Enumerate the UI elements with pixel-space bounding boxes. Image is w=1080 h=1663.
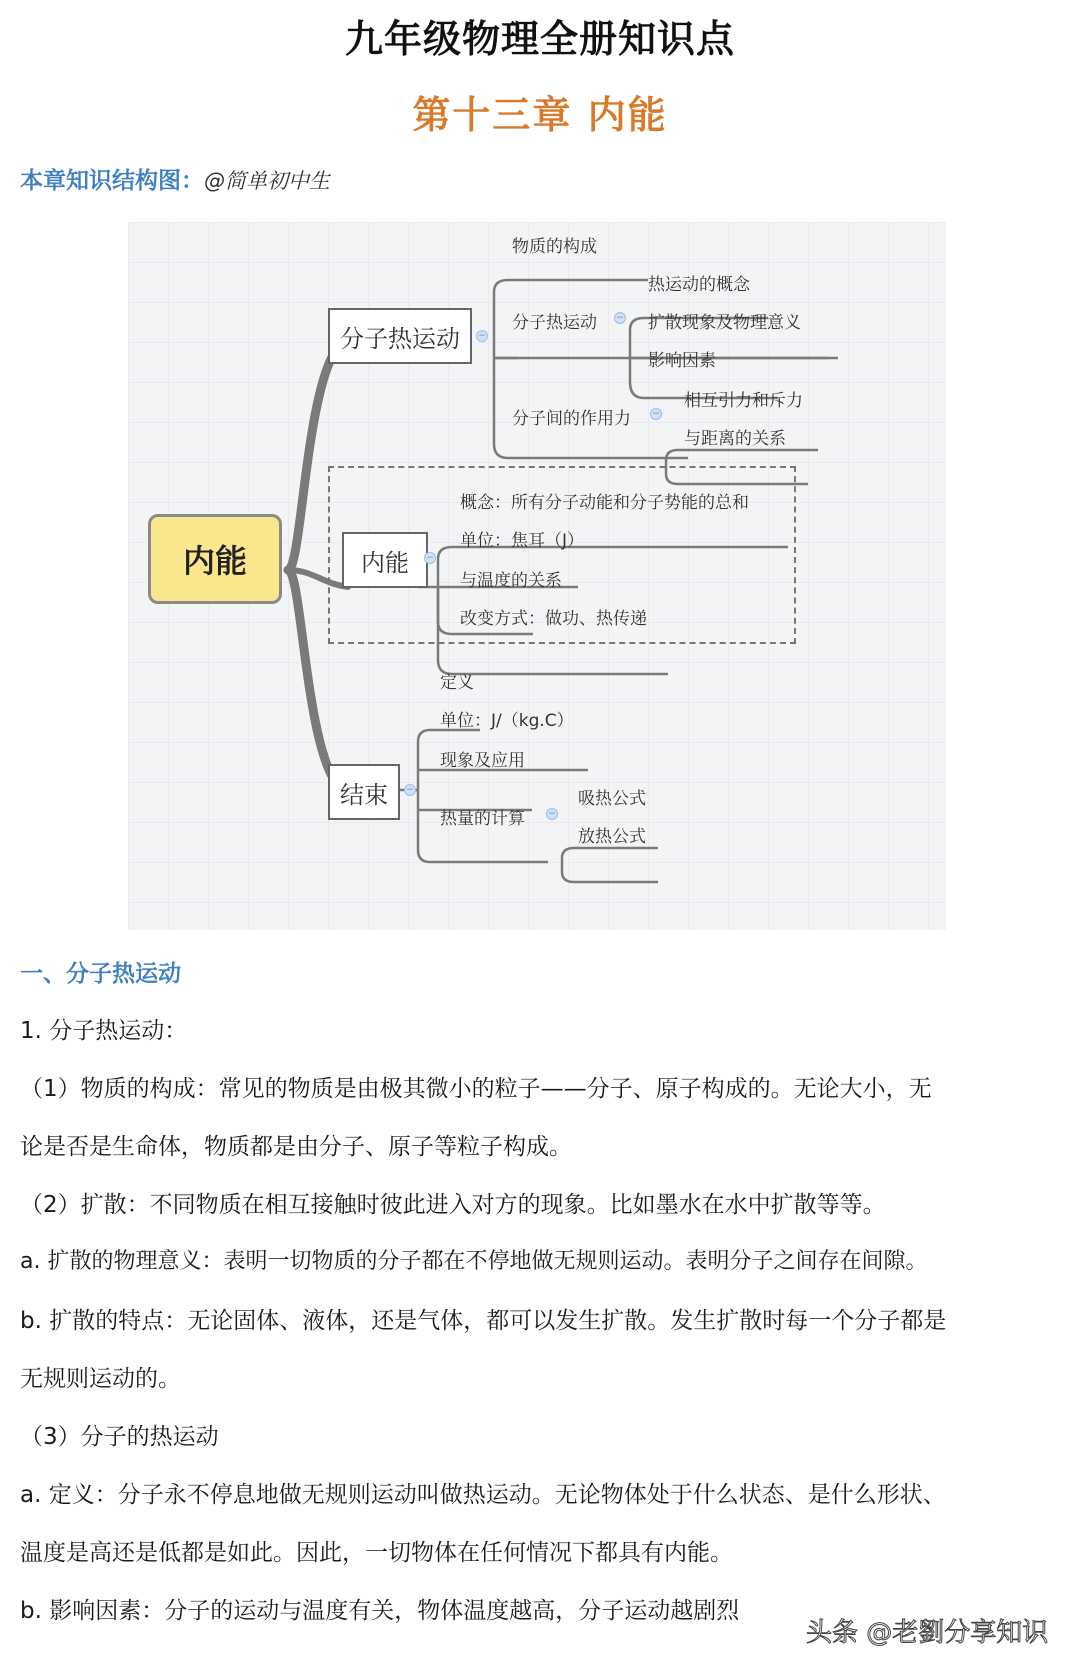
collapse-icon[interactable]: − xyxy=(424,552,436,564)
mindmap-leaf: 热运动的概念 xyxy=(648,275,750,295)
collapse-icon[interactable]: − xyxy=(614,312,626,324)
mindmap-leaf: 相互引力和斥力 xyxy=(684,391,803,411)
mindmap-leaf: 改变方式：做功、热传递 xyxy=(460,609,647,629)
paragraph: 无规则运动的。 xyxy=(20,1366,181,1392)
mindmap-leaf: 现象及应用 xyxy=(440,751,525,771)
section-heading: 一、分子热运动 xyxy=(20,961,181,987)
mindmap-root-node: 内能 xyxy=(148,514,282,604)
mindmap-leaf: 放热公式 xyxy=(578,827,646,847)
mindmap-leaf: 扩散现象及物理意义 xyxy=(648,313,801,333)
mindmap-leaf: 定义 xyxy=(440,673,474,693)
paragraph: 温度是高还是低都是如此。因此，一切物体在任何情况下都具有内能。 xyxy=(20,1540,733,1566)
chapter-title: 第十三章 内能 xyxy=(412,93,668,137)
watermark: 头条 @老劉分享知识 xyxy=(806,1618,1049,1648)
mindmap-leaf: 与距离的关系 xyxy=(684,429,786,449)
collapse-icon[interactable]: − xyxy=(476,330,488,342)
mindmap-subnode: 分子间的作用力 xyxy=(512,409,631,429)
document-title: 九年级物理全册知识点 xyxy=(344,17,735,61)
mindmap-subnode: 热量的计算 xyxy=(440,809,525,829)
mindmap-leaf: 物质的构成 xyxy=(512,237,597,257)
mindmap-leaf: 单位：焦耳（J） xyxy=(460,531,585,551)
mindmap-subnode: 分子热运动 xyxy=(512,313,597,333)
collapse-icon[interactable]: − xyxy=(650,408,662,420)
collapse-icon[interactable]: − xyxy=(546,808,558,820)
mindmap-diagram xyxy=(128,222,946,930)
paragraph: b. 影响因素：分子的运动与温度有关，物体温度越高，分子运动越剧烈 xyxy=(20,1598,740,1624)
mindmap-leaf: 与温度的关系 xyxy=(460,571,562,591)
mindmap-branch-node: 分子热运动 xyxy=(328,308,472,364)
mindmap-branch-node: 结束 xyxy=(328,764,400,820)
mindmap-leaf: 概念：所有分子动能和分子势能的总和 xyxy=(460,493,749,513)
paragraph: （3）分子的热运动 xyxy=(20,1424,219,1450)
mindmap-leaf: 吸热公式 xyxy=(578,789,646,809)
mindmap-caption-author: @简单初中生 xyxy=(204,169,330,193)
mindmap-caption-label: 本章知识结构图： xyxy=(20,168,204,194)
paragraph: （1）物质的构成：常见的物质是由极其微小的粒子——分子、原子构成的。无论大小，无 xyxy=(20,1076,932,1102)
mindmap-caption xyxy=(20,162,330,195)
mindmap-branch-node: 内能 xyxy=(342,532,428,588)
paragraph: a. 扩散的物理意义：表明一切物质的分子都在不停地做无规则运动。表明分子之间存在间隙。 xyxy=(20,1249,928,1274)
paragraph: 1. 分子热运动： xyxy=(20,1018,188,1044)
mindmap-leaf: 影响因素 xyxy=(648,351,716,371)
paragraph: a. 定义：分子永不停息地做无规则运动叫做热运动。无论物体处于什么状态、是什么形状、 xyxy=(20,1482,946,1508)
paragraph: （2）扩散：不同物质在相互接触时彼此进入对方的现象。比如墨水在水中扩散等等。 xyxy=(20,1192,886,1218)
collapse-icon[interactable]: − xyxy=(404,784,416,796)
mindmap-leaf: 单位：J/（kg.C） xyxy=(440,711,574,731)
paragraph: 论是否是生命体，物质都是由分子、原子等粒子构成。 xyxy=(20,1134,572,1160)
paragraph: b. 扩散的特点：无论固体、液体，还是气体，都可以发生扩散。发生扩散时每一个分子都是 xyxy=(20,1308,947,1334)
